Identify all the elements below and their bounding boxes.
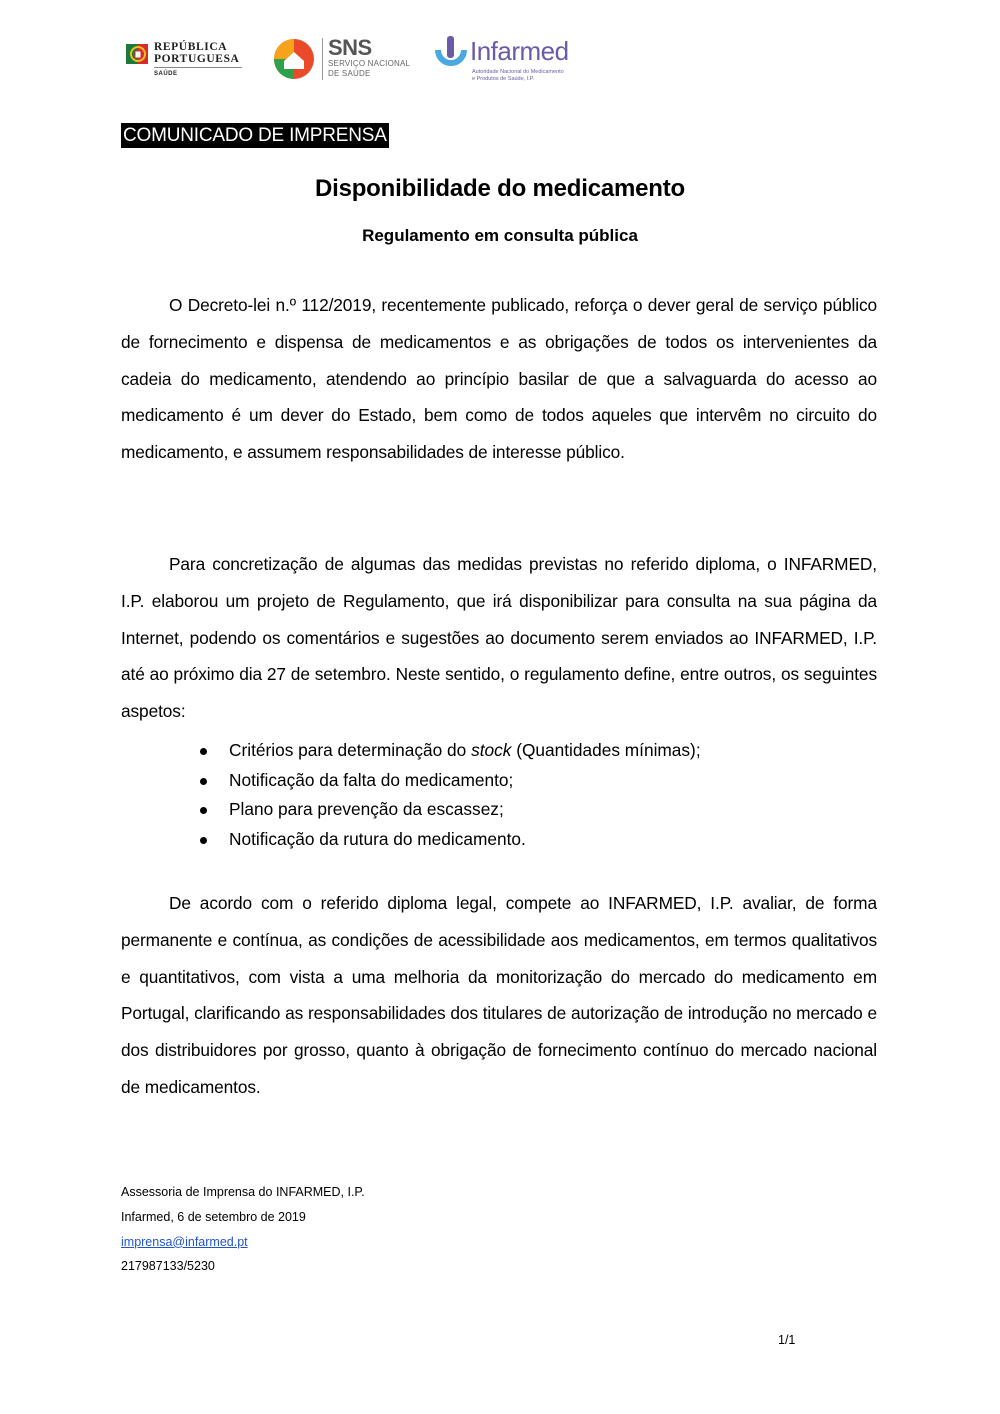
logo-infarmed-sub1: Autoridade Nacional do Medicamento xyxy=(472,69,564,75)
footer-date: Infarmed, 6 de setembro de 2019 xyxy=(121,1209,306,1224)
footer-office: Assessoria de Imprensa do INFARMED, I.P. xyxy=(121,1185,365,1199)
logo-line-saude: SAÚDE xyxy=(154,71,178,77)
portugal-emblem-icon xyxy=(122,40,152,74)
paragraph-1: O Decreto-lei n.º 112/2019, recentemente publicado, reforça o dever geral de serviço público de fornecimento e dispensa de medicamentos e as obrigações de todos os intervenientes da cadeia do medicamento, atendendo ao princípio basilar de que a salvaguarda do acesso ao medicamento é um dever do Estado, bem como de todos aqueles que intervêm no circuito do medicamento, e assumem responsabilidades de interesse público. xyxy=(121,295,877,463)
press-release-banner: COMUNICADO DE IMPRENSA xyxy=(123,125,387,146)
document-subtitle: Regulamento em consulta pública xyxy=(362,226,638,245)
list-item xyxy=(200,736,701,766)
logo-infarmed-title: Infarmed xyxy=(470,36,569,66)
logo-sns-sub1: SERVIÇO NACIONAL xyxy=(328,59,411,68)
list-item-italic: stock xyxy=(471,740,512,760)
logo-divider xyxy=(322,38,323,80)
logo-sns-sub2: DE SAÚDE xyxy=(328,69,371,78)
email-link[interactable]: imprensa@infarmed.pt xyxy=(121,1234,248,1249)
infarmed-mark-icon xyxy=(432,36,470,74)
republica-portuguesa-logo xyxy=(120,34,245,84)
sns-house-icon xyxy=(272,37,316,81)
bullet-list xyxy=(200,736,701,854)
paragraph-2: Para concretização de algumas das medidas previstas no referido diploma, o INFARMED, I.P. elaborou um projeto de Regulamento, que irá disponibilizar para consulta na sua página da Internet, podendo os comentários e sugestões ao documento serem enviados ao INFARMED, I.P. até ao próximo dia 27 de setembro. Neste sentido, o regulamento define, entre outros, os seguintes aspetos: xyxy=(121,554,877,722)
logo-sns-title: SNS xyxy=(328,35,372,60)
press-contact-footer xyxy=(121,1180,365,1279)
logo-line-portuguesa: PORTUGUESA xyxy=(154,53,240,65)
footer-phone: 217987133/5230 xyxy=(121,1259,215,1274)
sns-logo xyxy=(270,34,411,84)
header-logos xyxy=(120,34,580,84)
infarmed-logo xyxy=(430,34,570,84)
list-item-text: (Quantidades mínimas); xyxy=(511,740,701,760)
document-title: Disponibilidade do medicamento xyxy=(314,175,686,202)
list-item-text: Critérios para determinação do xyxy=(229,740,472,760)
logo-line-republica: REPÚBLICA xyxy=(154,41,228,53)
list-item: Plano para prevenção da escassez; xyxy=(200,795,701,825)
list-item: Notificação da rutura do medicamento. xyxy=(200,825,701,855)
logo-infarmed-sub2: e Produtos de Saúde, I.P. xyxy=(472,76,535,82)
paragraph-3: De acordo com o referido diploma legal, compete ao INFARMED, I.P. avaliar, de forma permanente e contínua, as condições de acessibilidade aos medicamentos, em termos qualitativos e quantitativos, com vista a uma melhoria da monitorização do mercado do medicamento em Portugal, clarificando as responsabilidades dos titulares de autorização de introdução no mercado e dos distribuidores por grosso, quanto à obrigação de fornecimento contínuo do mercado nacional de medicamentos. xyxy=(121,893,877,1097)
list-item: Notificação da falta do medicamento; xyxy=(200,766,701,796)
page-number: 1/1 xyxy=(778,1333,796,1347)
logo-divider xyxy=(154,67,242,68)
